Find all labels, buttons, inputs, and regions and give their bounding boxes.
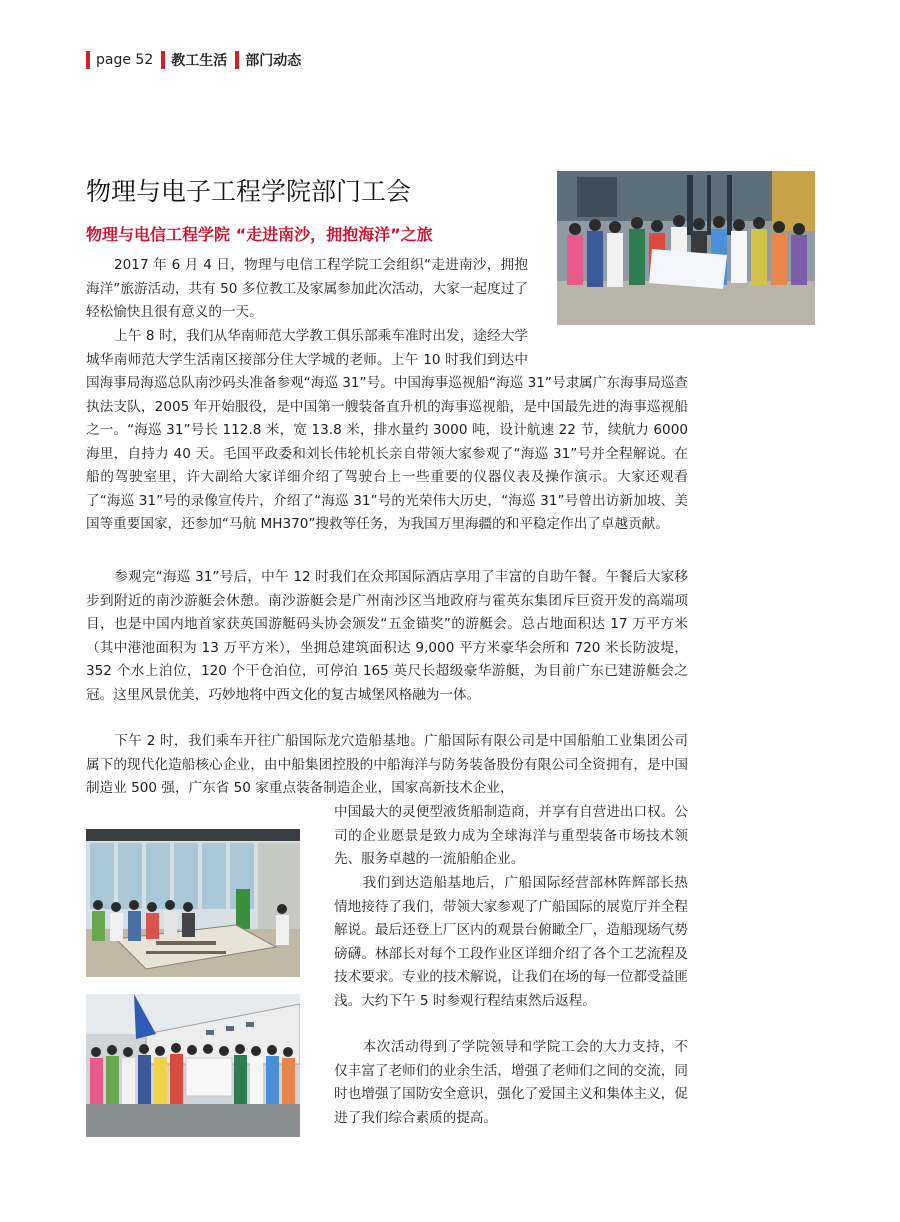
paragraph-2: 上午 8 时，我们从华南师范大学教工俱乐部乘车准时出发，途经大学城华南师范大学生活南区接部分住大学城的老师。上午 10 时我们到达中国海事局海巡总队南沙码头准备参观“海巡 31”号。中国海事巡视船“海巡 31”号隶属广东海事局巡查执法支队，2005 年开始服役，是中国第一艘装备直升机的海事巡视船，是中国最先进的海事巡视船之一。“海巡 31”号长 112.8 米，宽 13.8 米，排水量约 3000 吨，设计航速 22 节，续航力 6000 海里，自持力 40 天。毛国平政委和刘长伟轮机长亲自带领大家参观了“海巡 31”号并全程解说。在船的驾驶室里，许大副给大家详细介绍了驾驶台上一些重要的仪器仪表及操作演示。大家还观看了“海巡 31”号的录像宣传片，介绍了“海巡 31”号的光荣伟大历史，“海巡 31”号曾出访新加坡、美国等重要国家，还参加“马航 MH370”搜救等任务，为我国万里海疆的和平稳定作出了卓越贡献。 bbox=[86, 328, 688, 532]
page-number: page 52 bbox=[96, 52, 154, 68]
paragraph-4: 下午 2 时，我们乘车开往广船国际龙穴造船基地。广船国际有限公司是中国船舶工业集团公司属下的现代化造船核心企业，由中船集团控股的中船海洋与防务装备股份有限公司全资拥有，是中国制造业 500 强，广东省 50 家重点装备制造企业，国家高新技术企业， bbox=[86, 733, 688, 796]
group-photo-dock bbox=[557, 171, 815, 325]
article-subtitle: 物理与电信工程学院 “走进南沙，拥抱海洋”之旅 bbox=[86, 225, 433, 244]
paragraph-1: 2017 年 6 月 4 日，物理与电信工程学院工会组织“走进南沙，拥抱海洋”旅游活动，共有 50 多位教工及家属参加此次活动，大家一起度过了轻松愉快且很有意义的一天。 bbox=[86, 257, 528, 320]
group-photo-ship bbox=[86, 994, 300, 1137]
department-title: 物理与电子工程学院部门工会 bbox=[86, 177, 412, 206]
paragraph-4-continued: 中国最大的灵便型液货船制造商，并享有自营进出口权。公司的企业愿景是致力成为全球海洋与重型装备市场技术领先、服务卓越的一流船舶企业。 bbox=[334, 804, 688, 867]
paragraph-6: 本次活动得到了学院领导和学院工会的大力支持，不仅丰富了老师们的业余生活，增强了老师们之间的交流，同时也增强了国防安全意识，强化了爱国主义和集体主义，促进了我们综合素质的提高。 bbox=[334, 1039, 688, 1126]
header-red-bar bbox=[235, 51, 239, 69]
page-header bbox=[86, 50, 309, 70]
header-red-bar bbox=[86, 51, 90, 69]
subsection-label: 部门动态 bbox=[245, 53, 302, 69]
photo-wrap-spacer bbox=[528, 325, 688, 372]
paragraph-5: 我们到达造船基地后，广船国际经营部林阵辉部长热情地接待了我们，带领大家参观了广船国际的展览厅并全程解说。最后还登上厂区内的观景台俯瞰全厂，造船现场气势磅礴。林部长对每个工段作业区详细介绍了各个工艺流程及技术要求。专业的技术解说，让我们在场的每一位都受益匪浅。大约下午 5 时参观行程结束然后返程。 bbox=[334, 875, 688, 1009]
paragraph-2-wrap bbox=[86, 325, 688, 537]
header-red-bar bbox=[161, 51, 165, 69]
exhibition-hall-photo bbox=[86, 829, 300, 977]
section-label: 教工生活 bbox=[171, 53, 228, 69]
paragraph-3: 参观完“海巡 31”号后，中午 12 时我们在众邦国际酒店享用了丰富的自助午餐。午餐后大家移步到附近的南沙游艇会休憩。南沙游艇会是广州南沙区当地政府与霍英东集团斥巨资开发的高端项目，也是中国内地首家获英国游艇码头协会颁发“五金锚奖”的游艇会。总占地面积达 17 万平方米（其中港池面积为 13 万平方米），坐拥总建筑面积达 9,000 平方米豪华会所和 720 米长防波堤，352 个水上泊位，120 个干仓泊位，可停泊 165 英尺长超级豪华游艇，为目前广东已建游艇会之冠。这里风景优美，巧妙地将中西文化的复古城堡风格融为一体。 bbox=[86, 569, 688, 703]
